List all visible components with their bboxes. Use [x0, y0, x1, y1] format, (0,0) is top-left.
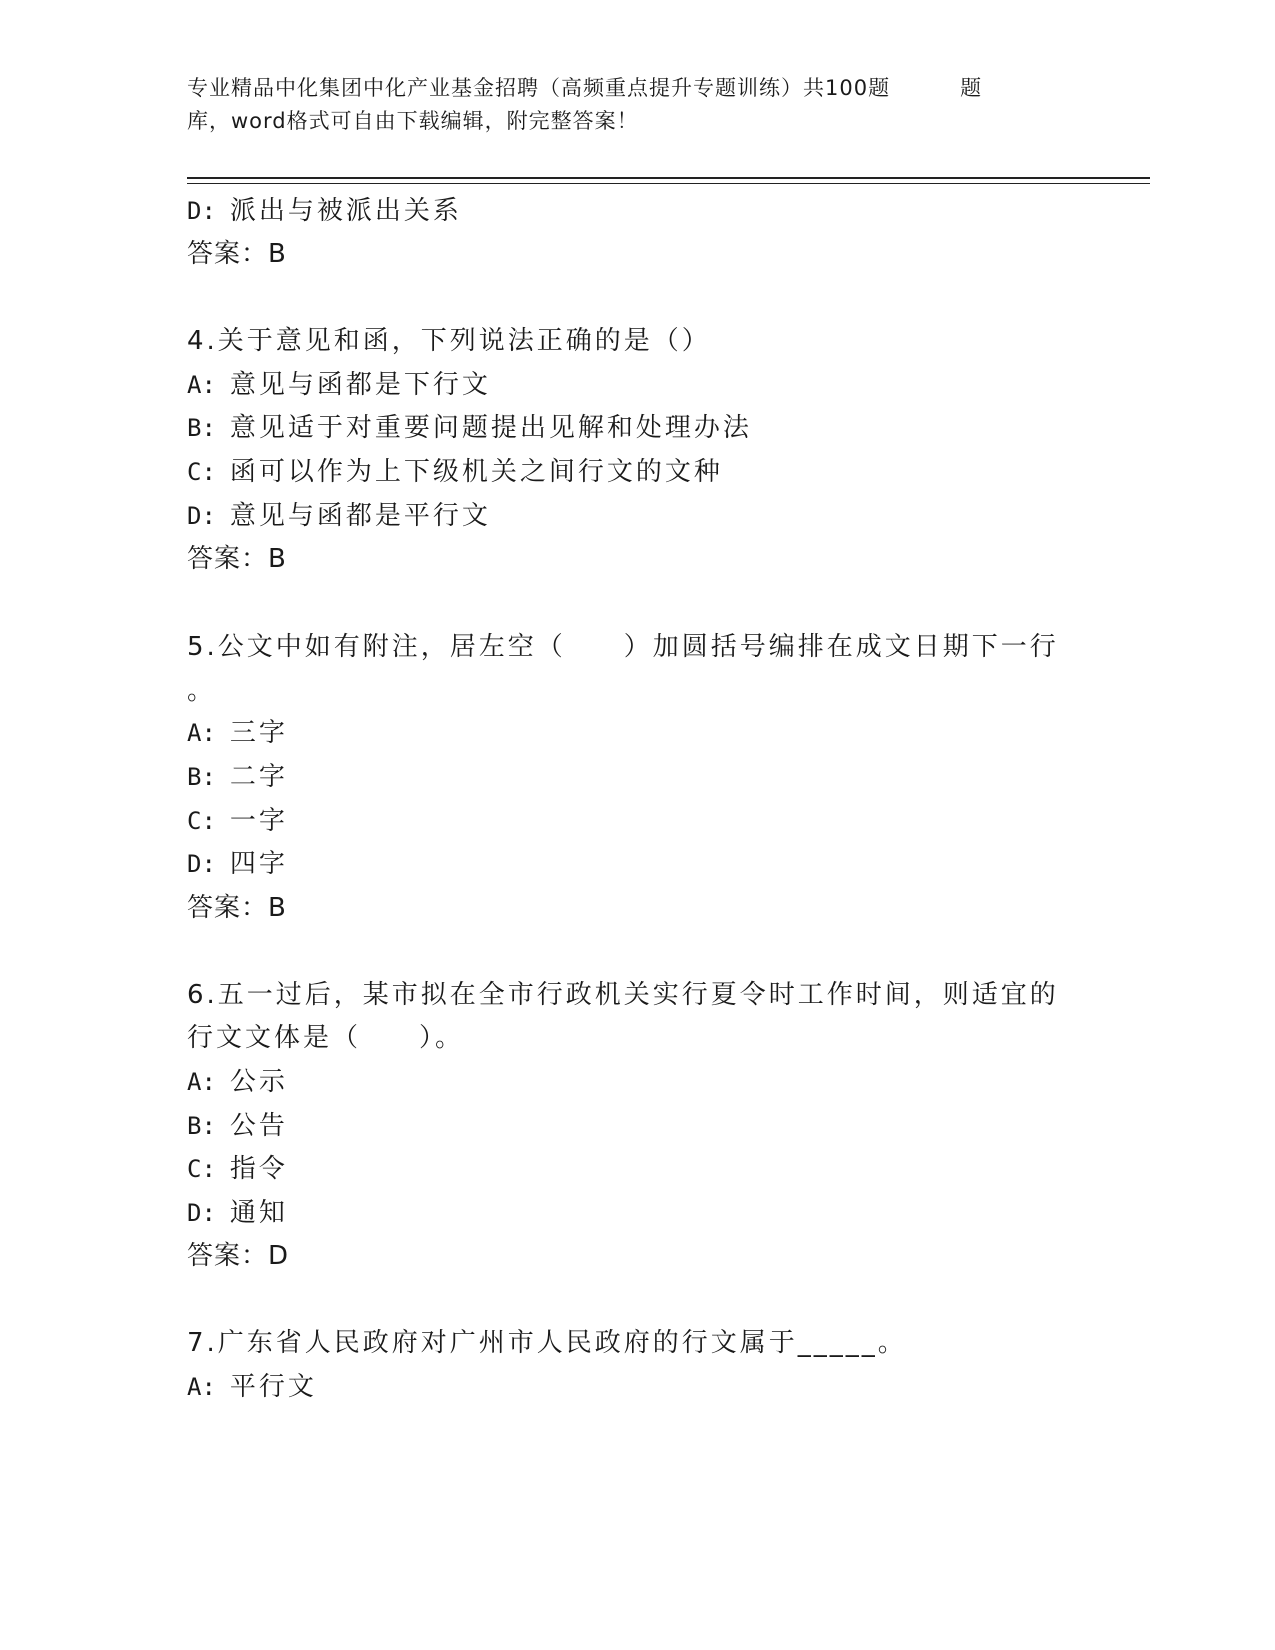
question-line	[187, 670, 1087, 707]
question-line	[187, 1322, 1087, 1359]
line-text: 意见适于对重要问题提出见解和处理办法	[229, 413, 752, 443]
question-line	[187, 626, 1087, 663]
option-line	[187, 495, 1087, 532]
option-letter: B:	[187, 763, 216, 791]
option-letter: B:	[187, 1112, 216, 1140]
header-title-tail: 题	[960, 76, 983, 100]
line-text: 意见与函都是平行文	[229, 501, 491, 531]
option-line	[187, 190, 1087, 227]
option-line	[187, 843, 1087, 880]
option-letter: A:	[187, 1373, 216, 1401]
answer-label: 答案：	[187, 1241, 269, 1271]
line-text: 公告	[229, 1111, 288, 1141]
line-text: 公示	[229, 1067, 288, 1097]
option-letter: A:	[187, 371, 216, 399]
answer-line	[187, 887, 1087, 924]
option-letter: C:	[187, 458, 216, 486]
document-header	[187, 72, 1087, 138]
option-letter: C:	[187, 1155, 216, 1183]
answer-line	[187, 233, 1087, 270]
option-line	[187, 1192, 1087, 1229]
answer-value: B	[268, 544, 287, 574]
option-letter: A:	[187, 719, 216, 747]
option-letter: A:	[187, 1068, 216, 1096]
question-line	[187, 1017, 1087, 1054]
option-letter: C:	[187, 807, 216, 835]
option-line	[187, 1061, 1087, 1098]
option-letter: B:	[187, 414, 216, 442]
question-line	[187, 974, 1087, 1011]
line-text: 指令	[229, 1154, 288, 1184]
option-line	[187, 712, 1087, 749]
option-letter: D:	[187, 850, 216, 878]
option-line	[187, 1148, 1087, 1185]
option-letter: D:	[187, 502, 216, 530]
option-line	[187, 756, 1087, 793]
line-text: 。	[187, 676, 217, 706]
option-line	[187, 800, 1087, 837]
header-divider-thick	[187, 177, 1150, 179]
line-text: 4.关于意见和函，下列说法正确的是（）	[187, 326, 711, 356]
question-line	[187, 320, 1087, 357]
line-text: 函可以作为上下级机关之间行文的文种	[229, 457, 723, 487]
line-text: 7.广东省人民政府对广州市人民政府的行文属于_____。	[187, 1328, 907, 1358]
answer-label: 答案：	[187, 544, 269, 574]
answer-label: 答案：	[187, 893, 269, 923]
option-line	[187, 407, 1087, 444]
line-text: 意见与函都是下行文	[229, 370, 491, 400]
answer-line	[187, 1235, 1087, 1272]
header-line-1	[187, 72, 1087, 105]
line-text: 平行文	[229, 1372, 317, 1402]
line-text: 行文文体是（ ）。	[187, 1023, 465, 1053]
line-text: 一字	[229, 806, 288, 836]
answer-label: 答案：	[187, 239, 269, 269]
option-line	[187, 364, 1087, 401]
option-line	[187, 451, 1087, 488]
line-text: 派出与被派出关系	[229, 196, 462, 226]
line-text: 5.公文中如有附注，居左空（ ）加圆括号编排在成文日期下一行	[187, 632, 1059, 662]
answer-value: B	[268, 239, 287, 269]
line-text: 6.五一过后，某市拟在全市行政机关实行夏令时工作时间，则适宜的	[187, 980, 1059, 1010]
header-title: 专业精品中化集团中化产业基金招聘（高频重点提升专题训练）共100题	[187, 76, 891, 100]
answer-line	[187, 538, 1087, 575]
option-line	[187, 1105, 1087, 1142]
line-text: 三字	[229, 718, 288, 748]
header-divider-thin	[187, 183, 1150, 184]
answer-value: D	[268, 1241, 290, 1271]
answer-value: B	[268, 893, 287, 923]
line-text: 四字	[229, 849, 288, 879]
header-line-2: 库，word格式可自由下载编辑，附完整答案！	[187, 109, 639, 133]
line-text: 通知	[229, 1198, 288, 1228]
option-letter: D:	[187, 1199, 216, 1227]
option-letter: D:	[187, 197, 216, 225]
line-text: 二字	[229, 762, 288, 792]
option-line	[187, 1366, 1087, 1403]
